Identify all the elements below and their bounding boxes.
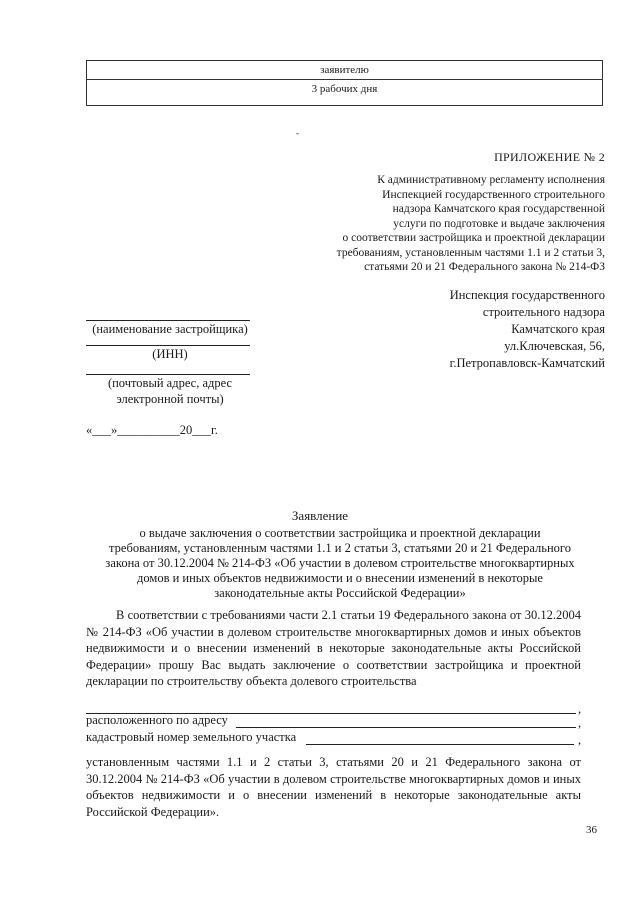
cadastral-label: кадастровый номер земельного участка — [86, 730, 297, 744]
subtitle-line: домов и иных объектов недвижимости и о внесении изменений в некоторые — [137, 571, 543, 585]
table-row-divider — [86, 79, 603, 80]
address-line[interactable] — [86, 374, 250, 375]
appendix-title: ПРИЛОЖЕНИЕ № 2 — [494, 150, 605, 164]
developer-name-label: (наименование застройщика) — [92, 322, 248, 336]
cadastral-fill-line[interactable] — [306, 744, 574, 745]
addressee-line: ул.Ключевская, 56, — [504, 339, 605, 353]
located-label: расположенного по адресу — [86, 713, 228, 727]
addressee-line: Камчатского края — [511, 322, 605, 336]
regulation-reference — [285, 173, 605, 275]
statement-title: Заявление — [291, 508, 349, 523]
date-field[interactable]: «___»__________20___г. — [86, 423, 218, 437]
regulation-line: услуги по подготовке и выдаче заключения — [393, 217, 605, 230]
subtitle-line: о выдаче заключения о соответствии застройщика и проектной декларации — [139, 526, 541, 540]
regulation-line: требованиям, установленным частями 1.1 и 2 статьи 3, — [336, 246, 605, 259]
table-cell-days: 3 рабочих дня — [311, 83, 378, 95]
subtitle-line: закона от 30.12.2004 № 214-ФЗ «Об участии в долевом строительстве многоквартирных — [105, 556, 575, 570]
stray-mark: - — [296, 128, 299, 138]
regulation-line: надзора Камчатского края государственной — [392, 203, 605, 215]
address-label: (почтовый адрес, адрес — [107, 376, 233, 390]
comma: , — [578, 733, 582, 747]
statement-paragraph: установленным частями 1.1 и 2 статьи 3, статьями 20 и 21 Федерального закона от 30.12.2004 № 214-ФЗ «Об участии в долевом строительстве многоквартирных домов и иных объектов недвижимости и о внесении изменений в некоторые законодательные акты Российской Федерации». — [86, 755, 581, 819]
address-label: электронной почты) — [116, 392, 224, 406]
page-number: 36 — [586, 824, 597, 836]
regulation-line: К административному регламенту исполнения — [377, 174, 605, 186]
regulation-line: Инспекцией государственного строительного — [382, 188, 605, 201]
address-fill-line[interactable] — [236, 727, 576, 728]
comma: , — [578, 702, 582, 716]
addressee-line: строительного надзора — [482, 305, 605, 319]
inn-label: (ИНН) — [152, 347, 188, 361]
statement-subtitle — [80, 526, 600, 601]
subtitle-line: законодательные акты Российской Федерации» — [214, 586, 466, 600]
developer-name-line[interactable] — [86, 320, 250, 321]
statement-paragraph: В соответствии с требованиями части 2.1 статьи 19 Федерального закона от 30.12.2004 № 214-ФЗ «Об участии в долевом строительстве многоквартирных домов и иных объектов недвижимости и о внесении изменений в некоторые законодательные акты Российской Федерации» прошу Вас выдать заключение о соответствии застройщика и проектной декларации по строительству объекта долевого строительства — [86, 608, 581, 688]
regulation-line: о соответствии застройщика и проектной декларации — [342, 232, 605, 244]
comma: , — [578, 716, 582, 730]
regulation-line: статьями 20 и 21 Федерального закона № 214-ФЗ — [364, 261, 605, 273]
top-table — [86, 60, 603, 106]
inn-line[interactable] — [86, 345, 250, 346]
addressee-block — [405, 287, 605, 372]
table-cell-applicant: заявителю — [320, 64, 369, 76]
addressee-line: Инспекция государственного — [449, 288, 605, 302]
subtitle-line: требованиям, установленным частями 1.1 и 2 статьи 3, статьями 20 и 21 Федерального — [109, 541, 571, 555]
addressee-line: г.Петропавловск-Камчатский — [449, 356, 605, 370]
